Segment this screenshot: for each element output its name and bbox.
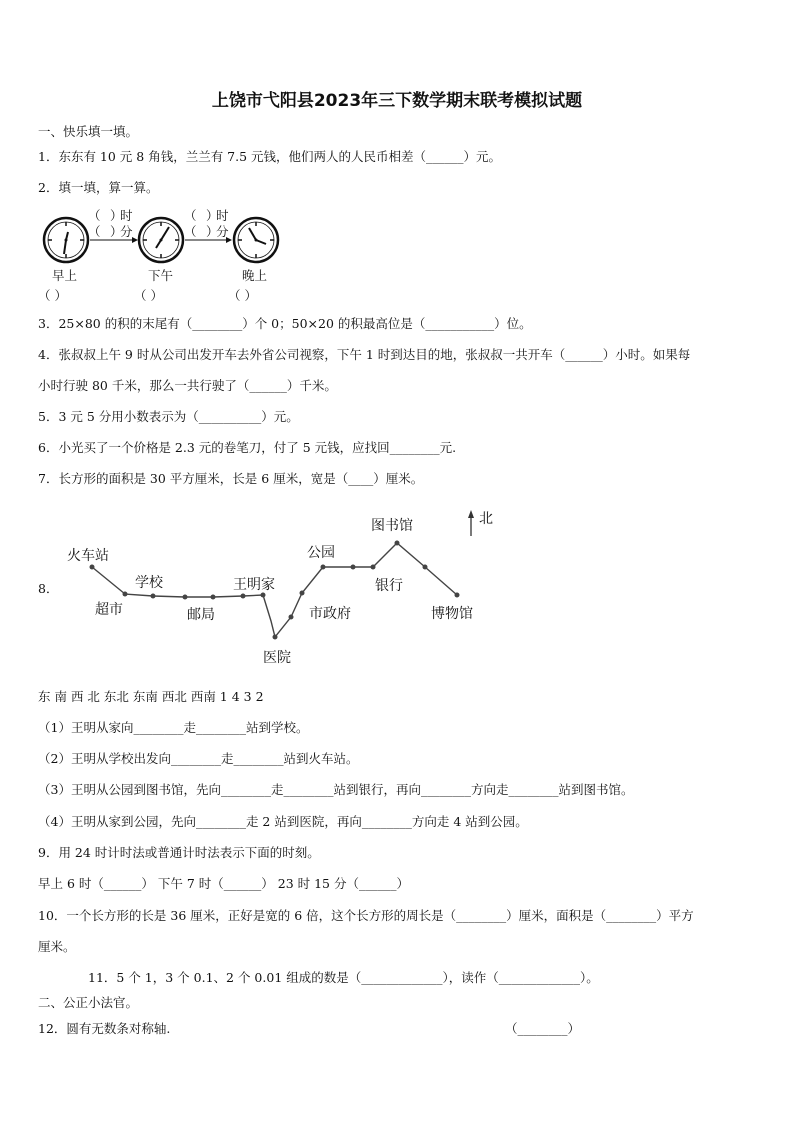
- question-1: 1．东东有 10 元 8 角钱，兰兰有 7.5 元钱，他们两人的人民币相差（______）元。: [38, 149, 502, 164]
- question-8-options: 东 南 西 北 东北 东南 西北 西南 1 4 3 2: [38, 689, 264, 704]
- question-8-sub-1: （1）王明从家向________走________站到学校。: [38, 720, 309, 735]
- clock3-answer: （ ）: [228, 288, 257, 303]
- question-9-items: 早上 6 时（______） 下午 7 时（______） 23 时 15 分（______）: [38, 876, 409, 891]
- clock-svg: [38, 204, 298, 304]
- question-8-sub-2: （2）王明从学校出发向________走________站到火车站。: [38, 751, 359, 766]
- question-8-number: 8．: [38, 581, 59, 596]
- place-park: 公园: [307, 545, 335, 561]
- clock1-minute-paren-open: （: [88, 224, 101, 239]
- clock2-minute-label: 分: [216, 224, 229, 239]
- clock2-time-label: 下午: [148, 268, 174, 283]
- clock1-minute-label: 分: [120, 224, 133, 239]
- question-8-sub-3: （3）王明从公园到图书馆，先向________走________站到银行，再向________方向走________站到图书馆。: [38, 782, 634, 797]
- station-dot-gov: [289, 615, 294, 620]
- page-title: 上饶市弋阳县2023年三下数学期末联考模拟试题: [211, 91, 583, 111]
- place-school: 学校: [135, 575, 163, 591]
- clock2-hour-paren-open: （: [184, 208, 197, 223]
- question-10-line-2: 厘米。: [38, 939, 76, 954]
- station-dot-museum: [455, 593, 460, 598]
- place-train-station: 火车站: [67, 548, 109, 564]
- station-dot-extra4: [351, 565, 356, 570]
- question-2: 2．填一填，算一算。: [38, 180, 159, 195]
- clock1-time-label: 早上: [52, 268, 78, 283]
- route-map: [35, 500, 515, 675]
- question-11: 11．5 个 1，3 个 0.1、2 个 0.01 组成的数是（_____________），读作（_____________）。: [88, 970, 599, 985]
- place-museum: 博物馆: [431, 606, 473, 622]
- station-dot-school: [151, 594, 156, 599]
- question-4-line-1: 4．张叔叔上午 9 时从公司出发开车去外省公司视察，下午 1 时到达目的地，张叔叔一共开车（______）小时。如果每: [38, 347, 691, 362]
- clock2-hour-paren-close: ）: [206, 208, 219, 223]
- question-9: 9．用 24 时计时法或普通计时法表示下面的时刻。: [38, 845, 320, 860]
- clock2-minute-paren-open: （: [184, 224, 197, 239]
- section-heading-1: 一、快乐填一填。: [38, 124, 139, 139]
- clock2-minute-paren-close: ）: [206, 224, 219, 239]
- question-5: 5．3 元 5 分用小数表示为（__________）元。: [38, 409, 299, 424]
- station-dot-extra1: [211, 595, 216, 600]
- place-hospital: 医院: [263, 650, 291, 666]
- question-8-sub-4: （4）王明从家到公园，先向________走 2 站到医院，再向________方向走 4 站到公园。: [38, 814, 528, 829]
- station-dot-train: [90, 565, 95, 570]
- clock-diagram: [38, 204, 298, 304]
- clock1-hour-label: 时: [120, 208, 133, 223]
- question-3: 3．25×80 的积的末尾有（________）个 0；50×20 的积最高位是（___________）位。: [38, 316, 532, 331]
- place-wangming-home: 王明家: [233, 577, 275, 593]
- question-6: 6．小光买了一个价格是 2.3 元的卷笔刀，付了 5 元钱，应找回________元.: [38, 440, 457, 455]
- place-bank: 银行: [375, 578, 403, 594]
- place-post-office: 邮局: [187, 607, 215, 623]
- clock2-hour-label: 时: [216, 208, 229, 223]
- clock1-hour-paren-open: （: [88, 208, 101, 223]
- north-label: 北: [479, 511, 493, 527]
- station-dot-bank: [371, 565, 376, 570]
- place-supermarket: 超市: [95, 602, 123, 618]
- question-12: 12．圆有无数条对称轴.: [38, 1021, 171, 1036]
- clock1-answer: （ ）: [38, 288, 67, 303]
- station-dot-home: [241, 594, 246, 599]
- clock-face-morning: [44, 218, 88, 262]
- clock2-answer: （ ）: [134, 288, 163, 303]
- station-dot-park: [321, 565, 326, 570]
- station-dot-hospital: [273, 635, 278, 640]
- section-heading-2: 二、公正小法官。: [38, 995, 139, 1010]
- place-city-government: 市政府: [309, 606, 351, 622]
- clock1-hour-paren-close: ）: [110, 208, 123, 223]
- station-dot-supermarket: [123, 592, 128, 597]
- station-dot-extra5: [423, 565, 428, 570]
- question-10-line-1: 10．一个长方形的长是 36 厘米，正好是宽的 6 倍，这个长方形的周长是（________）厘米，面积是（________）平方: [38, 908, 694, 923]
- station-dot-library: [395, 541, 400, 546]
- station-dot-post: [183, 595, 188, 600]
- question-7: 7．长方形的面积是 30 平方厘米，长是 6 厘米，宽是（____）厘米。: [38, 471, 424, 486]
- clock-face-afternoon: [139, 218, 183, 262]
- clock3-time-label: 晚上: [242, 268, 268, 283]
- place-library: 图书馆: [371, 518, 413, 534]
- station-dot-extra3: [300, 591, 305, 596]
- north-arrow-head: [468, 510, 474, 518]
- question-12-answer: （________）: [505, 1021, 581, 1036]
- question-4-line-2: 小时行驶 80 千米，那么一共行驶了（______）千米。: [38, 378, 337, 393]
- clock-face-evening: [234, 218, 278, 262]
- clock1-minute-paren-close: ）: [110, 224, 123, 239]
